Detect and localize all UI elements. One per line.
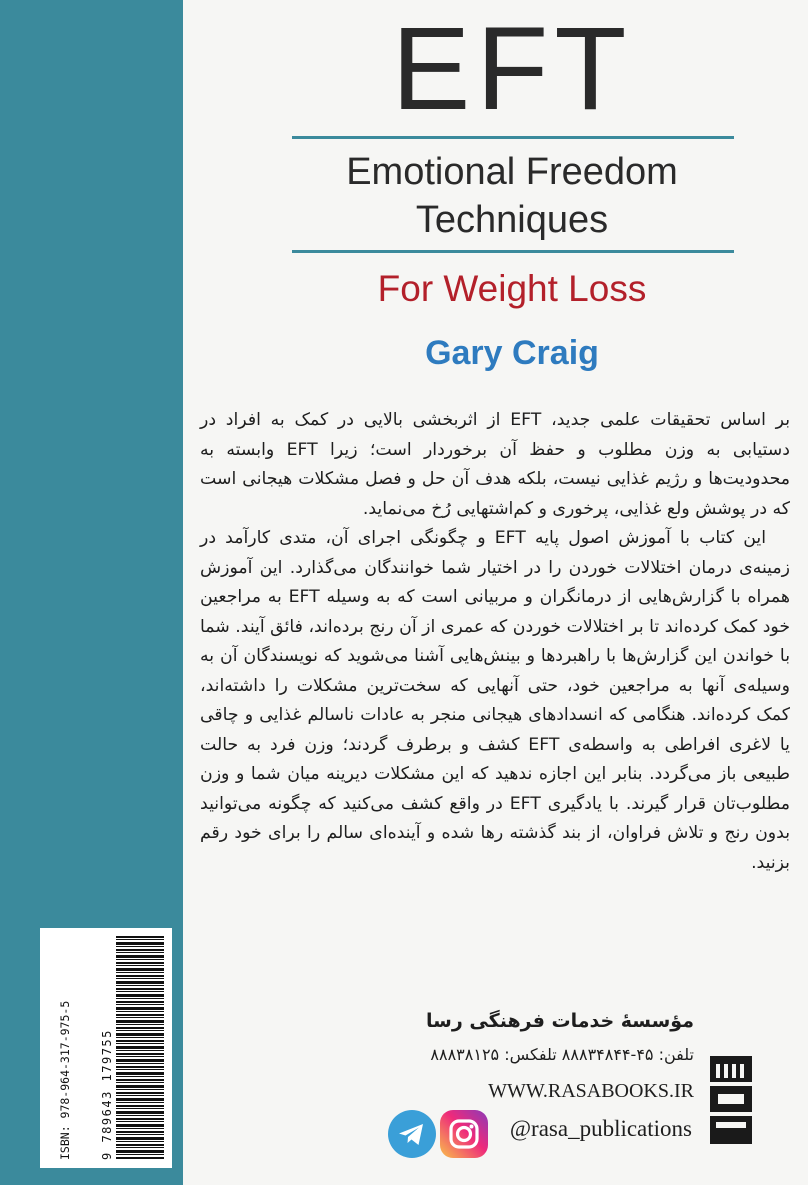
- publisher-website: WWW.RASABOOKS.IR: [488, 1080, 694, 1102]
- barcode: [40, 928, 172, 1168]
- title-divider-bottom: [292, 250, 734, 253]
- author-name: Gary Craig: [425, 334, 599, 372]
- barcode-bars: [116, 936, 164, 1160]
- title-divider-top: [292, 136, 734, 139]
- telegram-icon: [388, 1110, 436, 1158]
- book-title: EFT: [391, 3, 633, 135]
- instagram-icon: [440, 1110, 488, 1158]
- book-tagline: For Weight Loss: [377, 268, 647, 309]
- publisher-social-handle: @rasa_publications: [509, 1116, 692, 1141]
- book-description: [200, 406, 790, 878]
- description-paragraph-2: این کتاب با آموزش اصول پایه EFT و چگونگی اجرای آن، متدی کارآمد در زمینه‌ی درمان اختلالات خوردن را در اختیار شما خوانندگان می‌گذارد. این آموزش همراه با گزارش‌هایی از درمانگران و مربیانی است که به وسیله EFT به مراجعین خود کمک کرده‌اند تا بر اختلالات خوردن که عمری از آن رنج برده‌اند، فائق آیند. شما با خواندن این گزارش‌ها با راهبردها و بینش‌هایی آشنا می‌شوید که نویسندگان آن به وسیله‌ی آنها به مراجعین خود، حتی آنهایی که سخت‌ترین مشکلات را داشته‌اند، کمک کرده‌اند. هنگامی که انسدادهای هیجانی منجر به عادات ناسالم غذایی و چاقی یا لاغری افراطی به واسطه‌ی EFT کشف و برطرف گردند؛ وزن فرد به حالت طبیعی باز می‌گردد. بنابر این اجازه ندهید که این مشکلات دیرینه میان شما و وزن مطلوب‌تان قرار گیرند. با یادگیری EFT در واقع کشف می‌کنید که چگونه می‌توانید بدون رنج و تلاش فراوان، از بند گذشته رها شده و آینده‌ای سالم را برای خود رقم بزنید.: [200, 528, 790, 873]
- barcode-digits: 9 789643 179755: [100, 1029, 114, 1160]
- publisher-logo-icon: [706, 1054, 756, 1146]
- description-paragraph-1: بر اساس تحقیقات علمی جدید، EFT از اثربخشی بالایی در کمک به افراد در دستیابی به وزن مطلوب و حفظ آن برخوردار است؛ زیرا EFT وابسته به محدودیت‌ها و رژیم غذایی نیست، بلکه هدف آن حل و فصل مشکلات هیجانی است که در پوشش ولع غذایی، پرخوری و کم‌اشتهایی رُخ می‌نماید.: [200, 410, 790, 519]
- subtitle-line-2: Techniques: [415, 199, 609, 241]
- publisher-name: مؤسسهٔ خدمات فرهنگی رسا: [426, 1010, 694, 1032]
- publisher-phone: تلفن: ۴۵-۸۸۸۳۴۸۴۴ تلفکس: ۸۸۸۳۸۱۲۵: [430, 1045, 694, 1064]
- subtitle-line-1: Emotional Freedom: [346, 151, 678, 193]
- isbn-text: ISBN: 978-964-317-975-5: [58, 1000, 72, 1160]
